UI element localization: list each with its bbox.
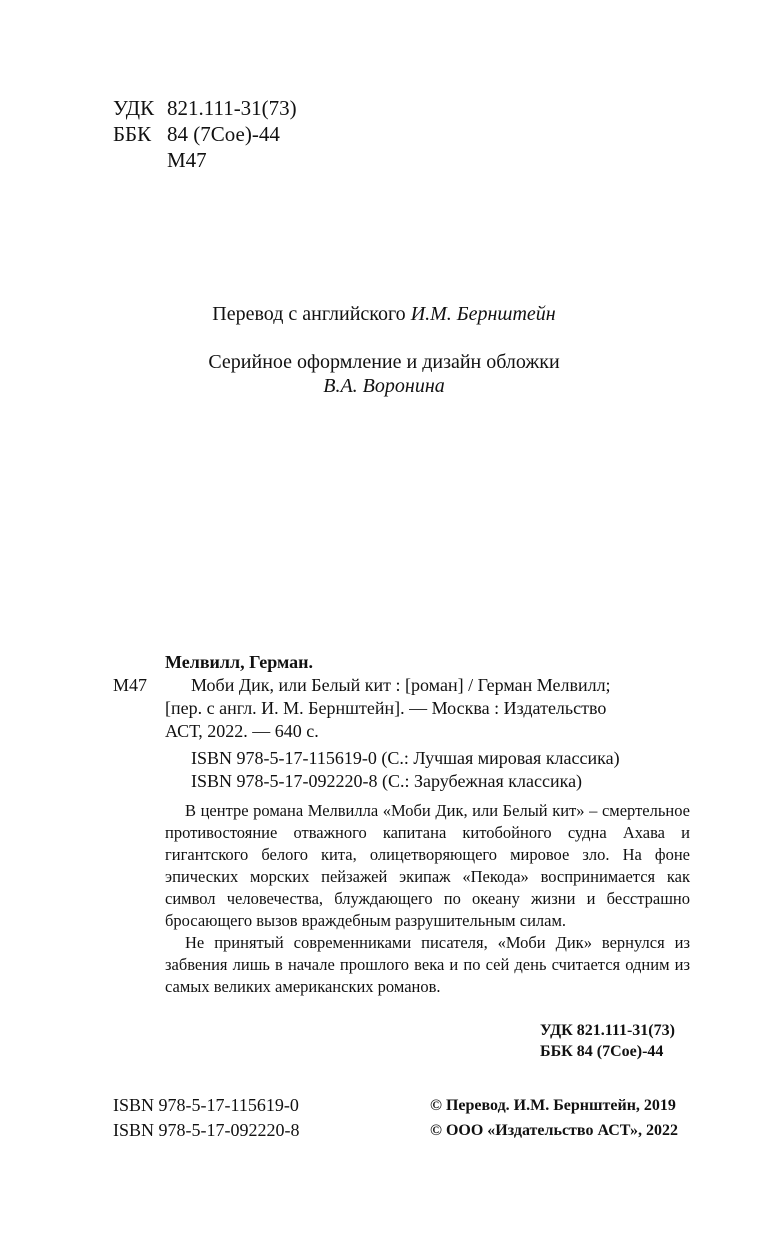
bbk-value: 84 (7Сое)-44 xyxy=(167,122,280,146)
translation-prefix: Перевод с английского xyxy=(212,303,406,325)
design-credit-label: Серийное оформление и дизайн обложки xyxy=(208,351,560,373)
footer-isbn: ISBN 978-5-17-092220-8 xyxy=(113,1120,300,1140)
footer-isbn: ISBN 978-5-17-115619-0 xyxy=(113,1095,299,1115)
description-line: Моби Дик, или Белый кит : [роман] / Герман Мелвилл; xyxy=(191,675,611,695)
author-sign-card: М47 xyxy=(113,675,148,695)
designer-name: В.А. Воронина xyxy=(323,375,445,397)
description-line: АСТ, 2022. — 640 с. xyxy=(165,721,319,741)
translation-credit xyxy=(0,300,768,328)
description-line: [пер. с англ. И. М. Бернштейн]. — Москва : Издательство xyxy=(165,698,607,718)
annotation-paragraph: В центре романа Мелвилла «Моби Дик, или Белый кит» – смертельное противостояние отважного капитана китобойного судна Ахава и гигантского белого кита, олицетворяющего мировое зло. На фоне эпических морских пейзажей экипаж «Пекода» воспринимается как символ человечества, блуждающего по океану жизни и бесстрашно бросающего вызов враждебным разрушительным силам. xyxy=(165,801,690,930)
copyright-line: © ООО «Издательство АСТ», 2022 xyxy=(430,1122,679,1139)
isbn-series-line: ISBN 978-5-17-115619-0 (С.: Лучшая мировая классика) xyxy=(191,748,620,768)
author-heading: Мелвилл, Герман. xyxy=(165,652,313,672)
translator-name: И.М. Бернштейн xyxy=(410,303,556,325)
bbk-line xyxy=(113,121,280,147)
udk-value: 821.111-31(73) xyxy=(167,96,297,120)
udk-line xyxy=(113,95,297,121)
bbk-bold: ББК 84 (7Сое)-44 xyxy=(540,1043,664,1060)
udk-label: УДК xyxy=(113,96,155,120)
copyright-line: © Перевод. И.М. Бернштейн, 2019 xyxy=(430,1097,676,1114)
bbk-label: ББК xyxy=(113,122,152,146)
udk-bold: УДК 821.111-31(73) xyxy=(540,1022,675,1039)
author-sign-top: М47 xyxy=(167,148,207,172)
annotation xyxy=(165,800,690,998)
isbn-series-line: ISBN 978-5-17-092220-8 (С.: Зарубежная классика) xyxy=(191,771,583,791)
annotation-paragraph: Не принятый современниками писателя, «Моби Дик» вернулся из забвения лишь в начале прошлого века и по сей день считается одним из самых великих американских романов. xyxy=(165,933,690,996)
